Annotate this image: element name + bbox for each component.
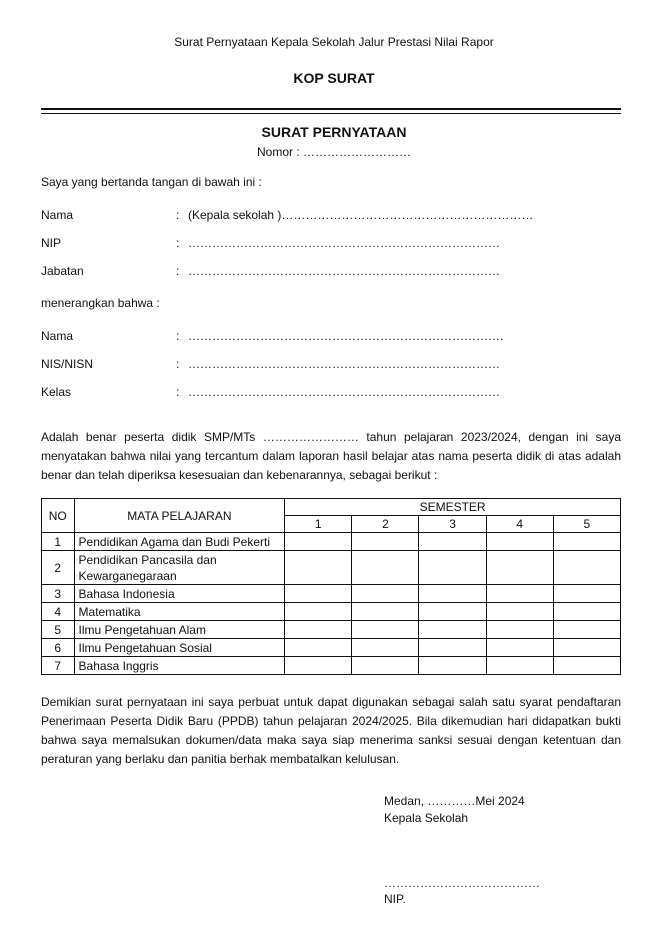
declare-text: menerangkan bahwa : (41, 296, 160, 310)
grade-cell (553, 585, 620, 603)
table-row (42, 621, 621, 639)
student-class-value: …………………………………………………………………… (188, 385, 500, 399)
table-row (42, 657, 621, 675)
grade-cell (352, 603, 419, 621)
grade-cell (352, 585, 419, 603)
closing-paragraph (41, 693, 621, 769)
grade-cell (553, 621, 620, 639)
student-nisn-colon: : (176, 357, 180, 371)
student-nisn-value: …………………………………………………………………… (188, 357, 500, 371)
row-subject: Ilmu Pengetahuan Sosial (74, 639, 285, 657)
grade-cell (285, 585, 352, 603)
grade-cell (352, 551, 419, 585)
row-subject: Bahasa Indonesia (74, 585, 285, 603)
grade-cell (553, 533, 620, 551)
grade-cell (352, 639, 419, 657)
row-no: 5 (42, 621, 75, 639)
grade-cell (486, 603, 553, 621)
grade-cell (285, 533, 352, 551)
grade-cell (419, 603, 486, 621)
row-no: 4 (42, 603, 75, 621)
row-no: 6 (42, 639, 75, 657)
table-row (42, 533, 621, 551)
grade-cell (285, 639, 352, 657)
signer-position-colon: : (176, 264, 180, 278)
signature-place-date: Medan, …………Mei 2024 (384, 794, 525, 808)
letterhead-rule-thin (41, 113, 621, 114)
row-no: 1 (42, 533, 75, 551)
student-nisn-label: NIS/NISN (41, 357, 94, 371)
grade-cell (419, 657, 486, 675)
grade-cell (352, 657, 419, 675)
row-subject: Pendidikan Agama dan Budi Pekerti (74, 533, 285, 551)
row-subject: Matematika (74, 603, 285, 621)
col-header-subject: MATA PELAJARAN (74, 499, 285, 533)
grade-cell (285, 621, 352, 639)
grade-cell (419, 585, 486, 603)
table-header-row (42, 499, 621, 516)
semester-1-header: 1 (285, 516, 352, 533)
col-header-no: NO (42, 499, 75, 533)
student-class-colon: : (176, 385, 180, 399)
grades-table (41, 498, 621, 675)
col-header-semester: SEMESTER (285, 499, 621, 516)
signer-nip-label: NIP (41, 236, 62, 250)
grade-cell (486, 551, 553, 585)
grade-cell (285, 551, 352, 585)
grade-cell (486, 621, 553, 639)
statement-paragraph (41, 428, 621, 485)
row-no: 3 (42, 585, 75, 603)
statement-text: Adalah benar peserta didik SMP/MTs …………………… tahun pelajaran 2023/2024, dengan ini saya menyatakan bahwa nilai yang tercantum dalam laporan hasil belajar atas nama peserta didik di atas adalah benar dan telah diperiksa kesesuaian dan kebenarannya, sebagai berikut : (41, 430, 621, 482)
grade-cell (352, 621, 419, 639)
signer-name-colon: : (176, 208, 180, 222)
signer-name-value: (Kepala sekolah )……………………………………………………… (188, 208, 534, 222)
semester-3-header: 3 (419, 516, 486, 533)
letterhead-placeholder: KOP SURAT (293, 70, 375, 86)
signature-name-line: ………………………………… (384, 876, 540, 890)
semester-2-header: 2 (352, 516, 419, 533)
grade-cell (553, 657, 620, 675)
letterhead-rule-thick (41, 108, 621, 110)
grade-cell (486, 639, 553, 657)
closing-text: Demikian surat pernyataan ini saya perbuat untuk dapat digunakan sebagai salah satu syarat pendaftaran Penerimaan Peserta Didik Baru (PPDB) tahun pelajaran 2024/2025. Bila dikemudian hari didapatkan bukti bahwa saya memalsukan dokumen/data maka saya siap menerima sanksi sesuai dengan ketentuan dan peraturan yang berlaku dan panitia berhak membatalkan kelulusan. (41, 695, 621, 766)
student-name-label: Nama (41, 329, 74, 343)
grade-cell (486, 585, 553, 603)
signer-position-label: Jabatan (41, 264, 84, 278)
signature-nip: NIP. (384, 892, 406, 906)
grade-cell (419, 533, 486, 551)
student-name-value: ……………………………………………………………………. (188, 329, 504, 343)
signer-name-label: Nama (41, 208, 74, 222)
grade-cell (486, 533, 553, 551)
student-name-colon: : (176, 329, 180, 343)
grade-cell (486, 657, 553, 675)
grade-cell (285, 603, 352, 621)
table-row (42, 585, 621, 603)
row-no: 2 (42, 551, 75, 585)
signer-nip-colon: : (176, 236, 180, 250)
letter-title: SURAT PERNYATAAN (261, 124, 407, 140)
grade-cell (553, 603, 620, 621)
signature-position: Kepala Sekolah (384, 811, 469, 825)
row-subject: Ilmu Pengetahuan Alam (74, 621, 285, 639)
semester-5-header: 5 (553, 516, 620, 533)
table-row (42, 603, 621, 621)
table-row (42, 639, 621, 657)
grade-cell (419, 639, 486, 657)
grade-cell (285, 657, 352, 675)
grade-cell (419, 621, 486, 639)
document-header-title: Surat Pernyataan Kepala Sekolah Jalur Prestasi Nilai Rapor (174, 35, 494, 49)
signer-position-value: …………………………………………………………………… (188, 264, 500, 278)
letter-number: Nomor : ……………………… (256, 145, 411, 159)
grade-cell (553, 551, 620, 585)
row-subject: Bahasa Inggris (74, 657, 285, 675)
signer-nip-value: …………………………………………………………………… (188, 236, 500, 250)
row-subject: Pendidikan Pancasila dan Kewarganegaraan (74, 551, 285, 585)
grade-cell (352, 533, 419, 551)
grade-cell (553, 639, 620, 657)
semester-4-header: 4 (486, 516, 553, 533)
student-class-label: Kelas (41, 385, 72, 399)
row-no: 7 (42, 657, 75, 675)
intro-text: Saya yang bertanda tangan di bawah ini : (41, 175, 262, 189)
grade-cell (419, 551, 486, 585)
table-row (42, 551, 621, 585)
